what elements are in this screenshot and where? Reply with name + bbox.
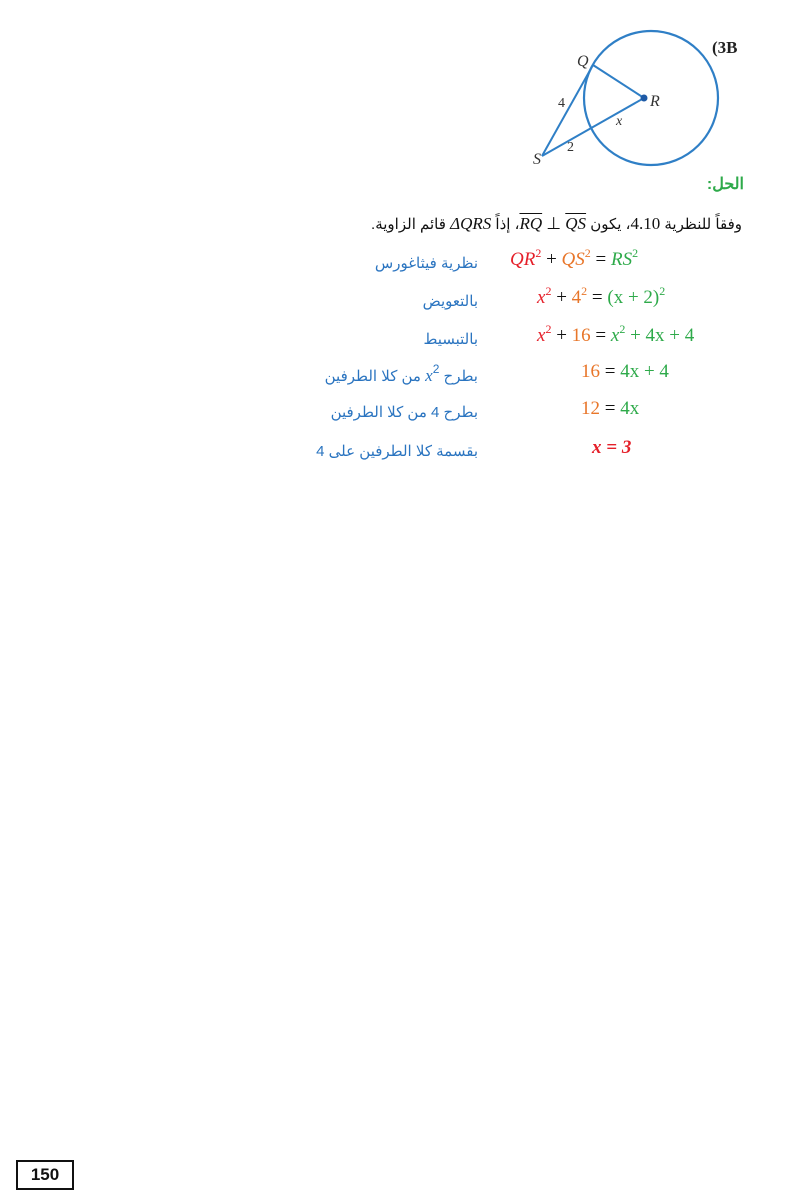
statement-part4: قائم الزاوية. bbox=[371, 216, 446, 233]
step-reason-1: نظرية فيثاغورس bbox=[374, 255, 478, 272]
circle-tangent-diagram bbox=[520, 20, 750, 190]
step-reason-3: بالتبسيط bbox=[423, 331, 478, 348]
equation-1: $QR^2 + QS^2 = RS^2$ bbox=[510, 246, 639, 270]
step-row-6 bbox=[0, 437, 800, 467]
step-row-4 bbox=[0, 361, 800, 391]
label-r: R bbox=[650, 93, 660, 110]
step-reason-2: بالتعويض bbox=[422, 293, 478, 310]
step-reason-4: بطرح $x^2$ من كلا الطرفين bbox=[324, 362, 478, 385]
equation-4: 16 = 4x + 4 bbox=[581, 361, 669, 382]
label-2: 2 bbox=[567, 140, 574, 155]
equation-2: $x^2 + 4^2 = (x + 2)^2$ bbox=[537, 284, 666, 308]
step-reason-5: بطرح 4 من كلا الطرفين bbox=[330, 404, 478, 421]
statement-part1: وفقاً للنظرية bbox=[664, 216, 742, 233]
center-point bbox=[641, 95, 648, 102]
statement-part2: ، يكون bbox=[590, 216, 631, 233]
label-x: x bbox=[616, 114, 623, 129]
label-q: Q bbox=[577, 53, 589, 70]
label-4: 4 bbox=[558, 96, 565, 111]
step-row-1 bbox=[0, 246, 800, 279]
segment-rq: $\overline{RQ}$ bbox=[519, 214, 543, 233]
equation-5: 12 = 4x bbox=[581, 398, 640, 419]
solution-heading: الحل: bbox=[706, 176, 744, 193]
problem-label: (3B bbox=[712, 38, 738, 57]
statement-part3: ، إذاً bbox=[495, 216, 520, 233]
label-s: S bbox=[533, 151, 541, 168]
step-reason-6: بقسمة كلا الطرفين على 4 bbox=[316, 443, 478, 460]
segment-qs: $\overline{QS}$ bbox=[565, 214, 587, 233]
perp-symbol: ⊥ bbox=[546, 214, 562, 233]
equation-3: $x^2 + 16 = x^2 + 4x + 4$ bbox=[537, 322, 695, 346]
triangle-name: ΔQRS bbox=[450, 214, 492, 233]
equation-6-answer: x = 3 bbox=[592, 437, 632, 458]
step-row-5 bbox=[0, 398, 800, 428]
theorem-number: 4.10 bbox=[630, 214, 661, 233]
solution-statement bbox=[371, 214, 742, 234]
step-row-3 bbox=[0, 322, 800, 355]
segment-qr bbox=[593, 65, 644, 98]
page-number: 150 bbox=[16, 1160, 74, 1190]
step-row-2 bbox=[0, 284, 800, 317]
